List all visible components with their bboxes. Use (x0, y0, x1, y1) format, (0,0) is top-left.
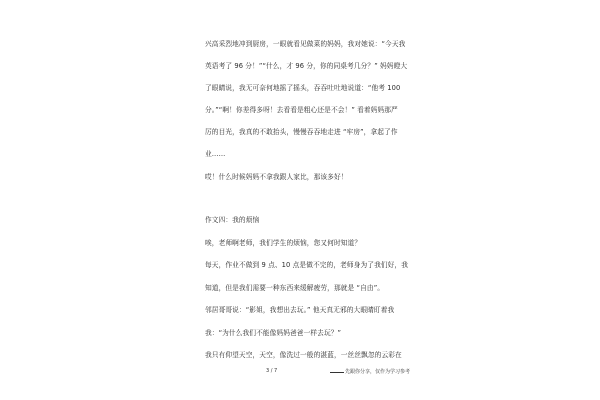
footer-underline (330, 372, 344, 373)
paragraph-line: 哎！什么时候妈妈不拿我跟人家比，那该多好！ (205, 173, 348, 181)
paragraph-line: 业…… (205, 150, 226, 158)
paragraph-line: 分。”“啊！你差得多呀！去看看是粗心还是不会！” 看着妈妈那严 (205, 106, 398, 114)
paragraph-line: 我：“为什么我们不能像妈妈爸爸一样去玩？” (205, 329, 342, 337)
paragraph-line: 邻居哥哥说：“影姐，我想出去玩。” 他天真无邪的大眼睛盯着我 (205, 306, 395, 314)
section-heading: 作文四：我的烦恼 (205, 216, 260, 224)
paragraph-line: 了眼睛说，我无可奈何地摇了摇头，吞吞吐吐地说道：“他考 100 (205, 84, 401, 92)
paragraph-line: 厉的目光，我真的不敢抬头，慢慢吞吞地走进 “牢房”，拿起了作 (205, 128, 398, 136)
footer-note-text: 先跟你分享，仅作为学习参考 (345, 369, 411, 375)
footer-note (330, 368, 410, 375)
paragraph-line: 英语考了 96 分！”“什么，才 96 分，你的同桌考几分？” 妈妈瞪大 (205, 62, 408, 70)
paragraph-line: 我只有仰望天空，天空，像洗过一般的湛蓝，一丝丝飘忽的云彩在 (205, 351, 402, 359)
paragraph-line: 每天，作业不做到 9 点、10 点是做不完的，老师身为了我们好，我 (205, 261, 409, 269)
paragraph-line: 知道，但是我们需要一种东西来缓解疲劳，那就是 “自由”。 (205, 284, 385, 292)
page-number: 3 / 7 (266, 368, 278, 374)
paragraph-line: 兴高采烈地冲到厨房，一眼就看见做菜的妈妈，我对她说：“今天我 (205, 40, 406, 48)
paragraph-line: 唉，老师啊老师，我们学生的烦恼，您又何时知道？ (205, 239, 362, 247)
